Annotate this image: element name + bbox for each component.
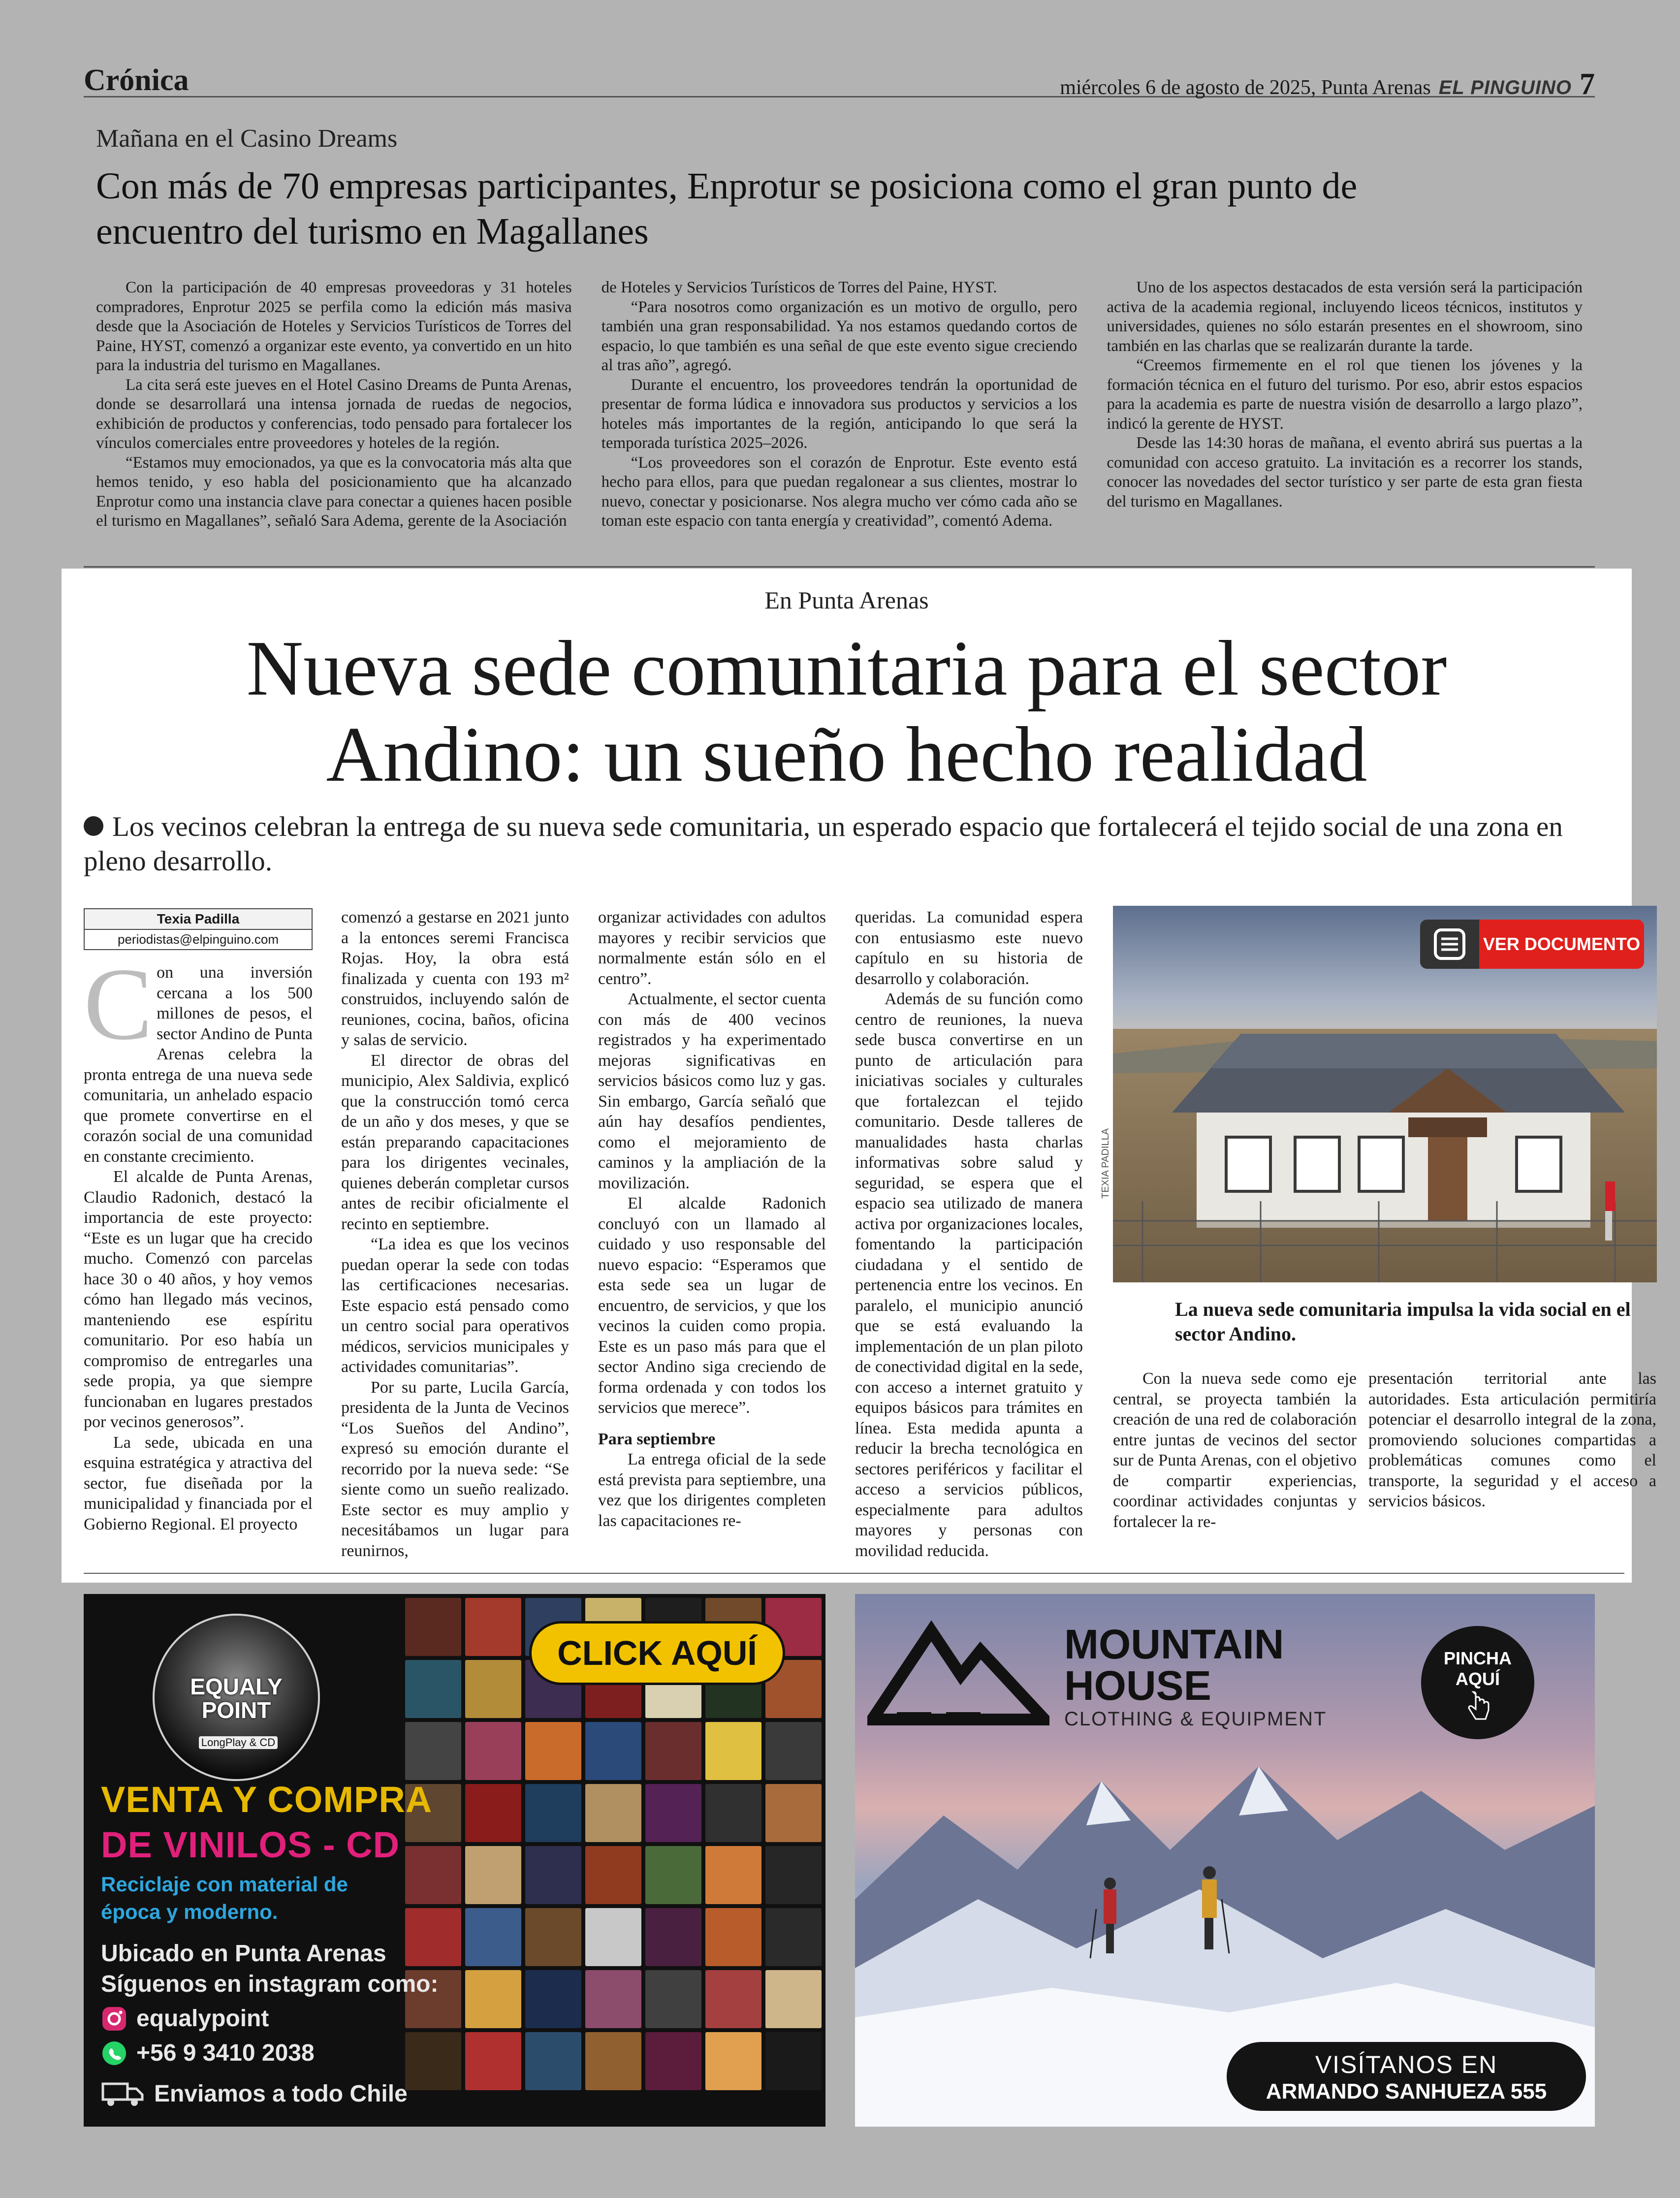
equaly-point-ad[interactable] <box>84 1594 825 2127</box>
truck-icon <box>101 2079 145 2108</box>
top-article-title: Con más de 70 empresas participantes, Enprotur se posiciona como el gran punto de encuentro del turismo en Magallanes <box>96 165 1358 252</box>
phone-number: +56 9 3410 2038 <box>136 2040 315 2066</box>
paragraph: El director de obras del municipio, Alex Saldivia, explicó que la construcción tomó cerca de un año y dos meses, y que se están preparando capacitaciones para los dirigentes vecinales, quienes deberán completar cursos antes de recibir oficialmente el recinto en septiembre. <box>341 1051 569 1233</box>
title-line-2: Andino: un sueño hecho realidad <box>326 710 1367 798</box>
main-col-6 <box>1368 1369 1656 1512</box>
top-article-col-2 <box>602 278 1078 554</box>
paragraph: Durante el encuentro, los proveedores tendrán la oportunidad de presentar de forma lúdica e innovadora sus productos y servicios a los hoteles más importantes de la región, anticipando lo que será la temporada turística 2025–2026. <box>601 376 1078 452</box>
first-paragraph-text: on una inversión cercana a los 500 millones de pesos, el sector Andino de Punta Arenas celebra la pronta entrega de una nueva sede comunitaria, un anhelado espacio que promete convertirse en el corazón social de una comunidad en constante crecimiento. <box>84 963 313 1166</box>
mountain-house-ad[interactable] <box>855 1594 1595 2127</box>
whatsapp-contact[interactable] <box>101 2039 315 2067</box>
paragraph: “Creemos firmemente en el rol que tienen los jóvenes y la formación técnica en el futuro del turismo. Por eso, abrir estos espacios para la academia es parte de nuestra visión de desarrollo a largo plazo”, indicó la gerente de HYST. <box>1107 356 1583 433</box>
lead-text: Los vecinos celebran la entrega de su nueva sede comunitaria, un esperado espacio que fortalecerá el tejido social de una zona en pleno desarrollo. <box>84 811 1563 877</box>
hand-pointer-icon <box>1463 1689 1492 1724</box>
paragraph: La entrega oficial de la sede está prevista para septiembre, una vez que los dirigentes completen las capacitaciones re- <box>598 1450 826 1530</box>
ad-line-ubicado <box>101 1939 445 2000</box>
ad-line-vinilos: DE VINILOS - CD <box>101 1824 400 1865</box>
paragraph: “Estamos muy emocionados, ya que es la convocatoria más alta que hemos tenido, y eso habla del posicionamiento que ha alcanzado Enprotur como una instancia clave para conectar a quienes hacen posible el turismo en Magallanes”, señaló Sara Adema, gerente de la Asociación <box>96 453 572 530</box>
newspaper-brand: EL PINGUINO <box>1438 77 1572 98</box>
divider <box>84 566 1595 568</box>
top-article-col-1 <box>96 278 572 554</box>
visit-address: ARMANDO SANHUEZA 555 <box>1266 2079 1547 2103</box>
whatsapp-icon <box>101 2040 127 2067</box>
date-place: miércoles 6 de agosto de 2025, Punta Arenas <box>1060 76 1431 99</box>
byline <box>84 908 313 950</box>
paragraph: de Hoteles y Servicios Turísticos de Torres del Paine, HYST. <box>601 279 997 296</box>
main-col-1 <box>84 947 313 1534</box>
photo-caption: La nueva sede comunitaria impulsa la vida social en el sector Andino. <box>1175 1298 1631 1345</box>
visit-banner <box>1227 2042 1586 2111</box>
main-col-3 <box>598 907 826 1531</box>
location-text: Ubicado en Punta Arenas <box>101 1941 386 1967</box>
paragraph: Uno de los aspectos destacados de esta versión será la participación activa de la academia regional, incluyendo liceos técnicos, institutos y universidades, quienes no sólo estarán presentes en el showroom, sino también en las charlas que se realizarán durante la tarde. <box>1107 279 1583 355</box>
paragraph: “La idea es que los vecinos puedan operar la sede con todas las certificaciones necesarias. Este espacio está pensado como un centro social para operativos médicos, servicios municipales y actividades comunitarias”. <box>341 1235 569 1376</box>
top-article-body <box>96 278 1583 554</box>
instagram-icon <box>101 2006 127 2032</box>
bullet-icon <box>84 816 103 836</box>
paragraph: presentación territorial ante las autoridades. Esta articulación permitiría potenciar el desarrollo integral de la zona, promoviendo soluciones compartidas a problemáticas comunes como el transporte, la seguridad y el acceso a servicios básicos. <box>1368 1370 1656 1510</box>
paragraph: Además de su función como centro de reuniones, la nueva sede busca convertirse en un punto de articulación para iniciativas sociales y culturales que fortalezcan el tejido comunitario. Desde talleres de manualidades hasta charlas informativas sobre salud y seguridad, se espera que el espacio sea utilizado de manera activa por organizaciones locales, fomentando la participación ciudadana y el sentido de pertenencia entre los vecinos. En paralelo, el municipio anunció que se está evaluando la implementación de un plan piloto de conectividad digital en la sede, con acceso a internet gratuito y equipos básicos para trámites en línea. Esta medida apunta a reducir la brecha tecnológica en sectores periféricos y facilitar el acceso a servicios públicos, especialmente para adultos mayores y personas con movilidad reducida. <box>855 990 1083 1560</box>
main-col-4 <box>855 907 1083 1561</box>
mountain-house-subtitle: CLOTHING & EQUIPMENT <box>1064 1708 1327 1730</box>
main-article-title <box>62 625 1632 797</box>
subheading: Para septiembre <box>598 1430 716 1448</box>
ad-line-reciclaje: Reciclaje con material de época y moderno. <box>101 1873 348 1923</box>
paragraph: Con la nueva sede como eje central, se proyecta también la creación de una red de colaboración entre juntas de vecinos del sector sur de Punta Arenas, con el objetivo de compartir experiencias, coordinar actividades conjuntas y fortalecer la re- <box>1113 1370 1357 1531</box>
aqui-label: AQUÍ <box>1456 1669 1500 1689</box>
page-header <box>84 63 1595 101</box>
divider <box>84 1573 1624 1574</box>
title-line-1: Nueva sede comunitaria para el sector <box>246 624 1447 712</box>
main-col-2 <box>341 907 569 1561</box>
byline-email[interactable]: periodistas@elpinguino.com <box>117 932 279 947</box>
mountain-house-title <box>1064 1621 1284 1709</box>
ad-line-venta: VENTA Y COMPRA <box>101 1779 433 1820</box>
instagram-contact[interactable] <box>101 2005 269 2032</box>
paragraph <box>84 947 313 1167</box>
logo-sub: LongPlay & CD <box>199 1736 278 1749</box>
paragraph: Desde las 14:30 horas de mañana, el evento abrirá sus puertas a la comunidad con acceso gratuito. La invitación es a recorrer los stands, conocer las novedades del sector turístico y ser parte de esta gran fiesta del turismo en Magallanes. <box>1107 434 1583 510</box>
page-number: 7 <box>1580 67 1595 101</box>
top-article-col-3 <box>1107 278 1583 554</box>
paragraph: La sede, ubicada en una esquina estratégica y atractiva del sector, fue diseñada por la municipalidad y financiada por el Gobierno Regional. El proyecto <box>84 1433 313 1533</box>
ver-documento-button[interactable] <box>1420 920 1644 969</box>
paragraph: El alcalde de Punta Arenas, Claudio Radonich, destacó la importancia de este proyecto: “Este es un lugar que ha crecido mucho. Comenzó con parcelas hace 30 o 40 años, y hoy vemos cómo han llegado más vecinos, manteniendo ese espíritu comunitario. Por eso había un compromiso de entregarles una sede propia, ya que siempre funcionaban en lugares prestados por vecinos generosos”. <box>84 1168 313 1431</box>
dropcap: C <box>84 947 153 1061</box>
visit-label: VISÍTANOS EN <box>1315 2051 1498 2078</box>
shipping-info <box>101 2079 408 2108</box>
main-article-lead <box>84 810 1619 879</box>
paragraph: Actualmente, el sector cuenta con más de 400 vecinos registrados y ha experimentado mejoras significativas en servicios básicos como luz y gas. Sin embargo, García señaló que aún hay desafíos pendientes, como el mejoramiento de caminos y la ampliación de la movilización. <box>598 990 826 1192</box>
equaly-point-logo <box>153 1614 320 1781</box>
paragraph: organizar actividades con adultos mayores y recibir servicios que normalmente están sólo en el centro”. <box>598 908 826 988</box>
pincha-aqui-button[interactable] <box>1421 1626 1534 1739</box>
photo-credit: TEXIA PADILLA <box>1100 1128 1111 1199</box>
paragraph: comenzó a gestarse en 2021 junto a la entonces seremi Francisca Rojas. Hoy, la obra está finalizada y cuenta con 193 m² construidos, incluyendo salón de reuniones, cocina, baños, oficina y salas de servicio. <box>341 908 569 1049</box>
document-icon <box>1420 920 1479 969</box>
mountain-logo-icon <box>867 1606 1049 1734</box>
title-house: HOUSE <box>1064 1662 1211 1709</box>
paragraph: La cita será este jueves en el Hotel Casino Dreams de Punta Arenas, donde se desarrollará una intensa jornada de ruedas de negocios, exhibición de productos y conferencias, todo pensado para fortalecer los vínculos comerciales entre proveedores y hoteles de la región. <box>96 376 572 452</box>
follow-text: Síguenos en instagram como: <box>101 1971 439 1997</box>
logo-name: EQUALY POINT <box>190 1674 283 1723</box>
shipping-text: Enviamos a todo Chile <box>154 2080 408 2107</box>
instagram-handle: equalypoint <box>136 2006 269 2032</box>
paragraph: Por su parte, Lucila García, presidenta de la Junta de Vecinos “Los Sueños del Andino”, expresó su emoción durante el recorrido por la nueva sede: “Se siente como un sueño realizado. Este sector es muy amplio y necesitábamos un lugar para reunirnos, <box>341 1378 569 1560</box>
pincha-label: PINCHA <box>1443 1648 1512 1668</box>
main-article-kicker: En Punta Arenas <box>764 586 929 614</box>
section-name: Crónica <box>84 64 189 97</box>
header-right <box>1060 67 1595 102</box>
paragraph: “Para nosotros como organización es un motivo de orgullo, pero también una gran responsabilidad. Ya nos estamos quedando cortos de espacio, lo que también es una señal de que este evento sigue creciendo al tras año”, agregó. <box>601 298 1078 374</box>
paragraph: queridas. La comunidad espera con entusiasmo este nuevo capítulo en su historia de desarrollo y colaboración. <box>855 908 1083 988</box>
paragraph: Con la participación de 40 empresas proveedoras y 31 hoteles compradores, Enprotur 2025 se perfila como la edición más masiva desde que la Asociación de Hoteles y Servicios Turísticos de Torres del Paine, HYST, comenzó a organizar este evento, ya convertido en un hito para la industria del turismo en Magallanes. <box>96 279 572 374</box>
byline-name: Texia Padilla <box>85 909 312 930</box>
title-mountain: MOUNTAIN <box>1064 1621 1284 1667</box>
paragraph: “Los proveedores son el corazón de Enprotur. Este evento está hecho para ellos, para que puedan regalonear a sus clientes, mostrar lo nuevo, conectar y posicionarse. Nos alegra mucho ver cómo cada año se toman este espacio con tanta energía y creatividad”, comentó Adema. <box>601 453 1078 530</box>
paragraph: El alcalde Radonich concluyó con un llamado al cuidado y uso responsable del nuevo espacio: “Esperamos que esta sede sea un lugar de encuentro, de servicios, y que los vecinos la cuiden como propia. Este es un paso más para que el sector Andino siga creciendo de forma ordenada y con todos los servicios que merece”. <box>598 1194 826 1417</box>
click-aqui-button[interactable]: CLICK AQUÍ <box>529 1621 785 1685</box>
main-article <box>62 569 1656 1583</box>
mountain-house-logo <box>867 1606 1049 1737</box>
top-article-kicker: Mañana en el Casino Dreams <box>96 125 398 153</box>
main-col-5 <box>1113 1369 1357 1532</box>
ver-documento-label: VER DOCUMENTO <box>1479 920 1644 969</box>
